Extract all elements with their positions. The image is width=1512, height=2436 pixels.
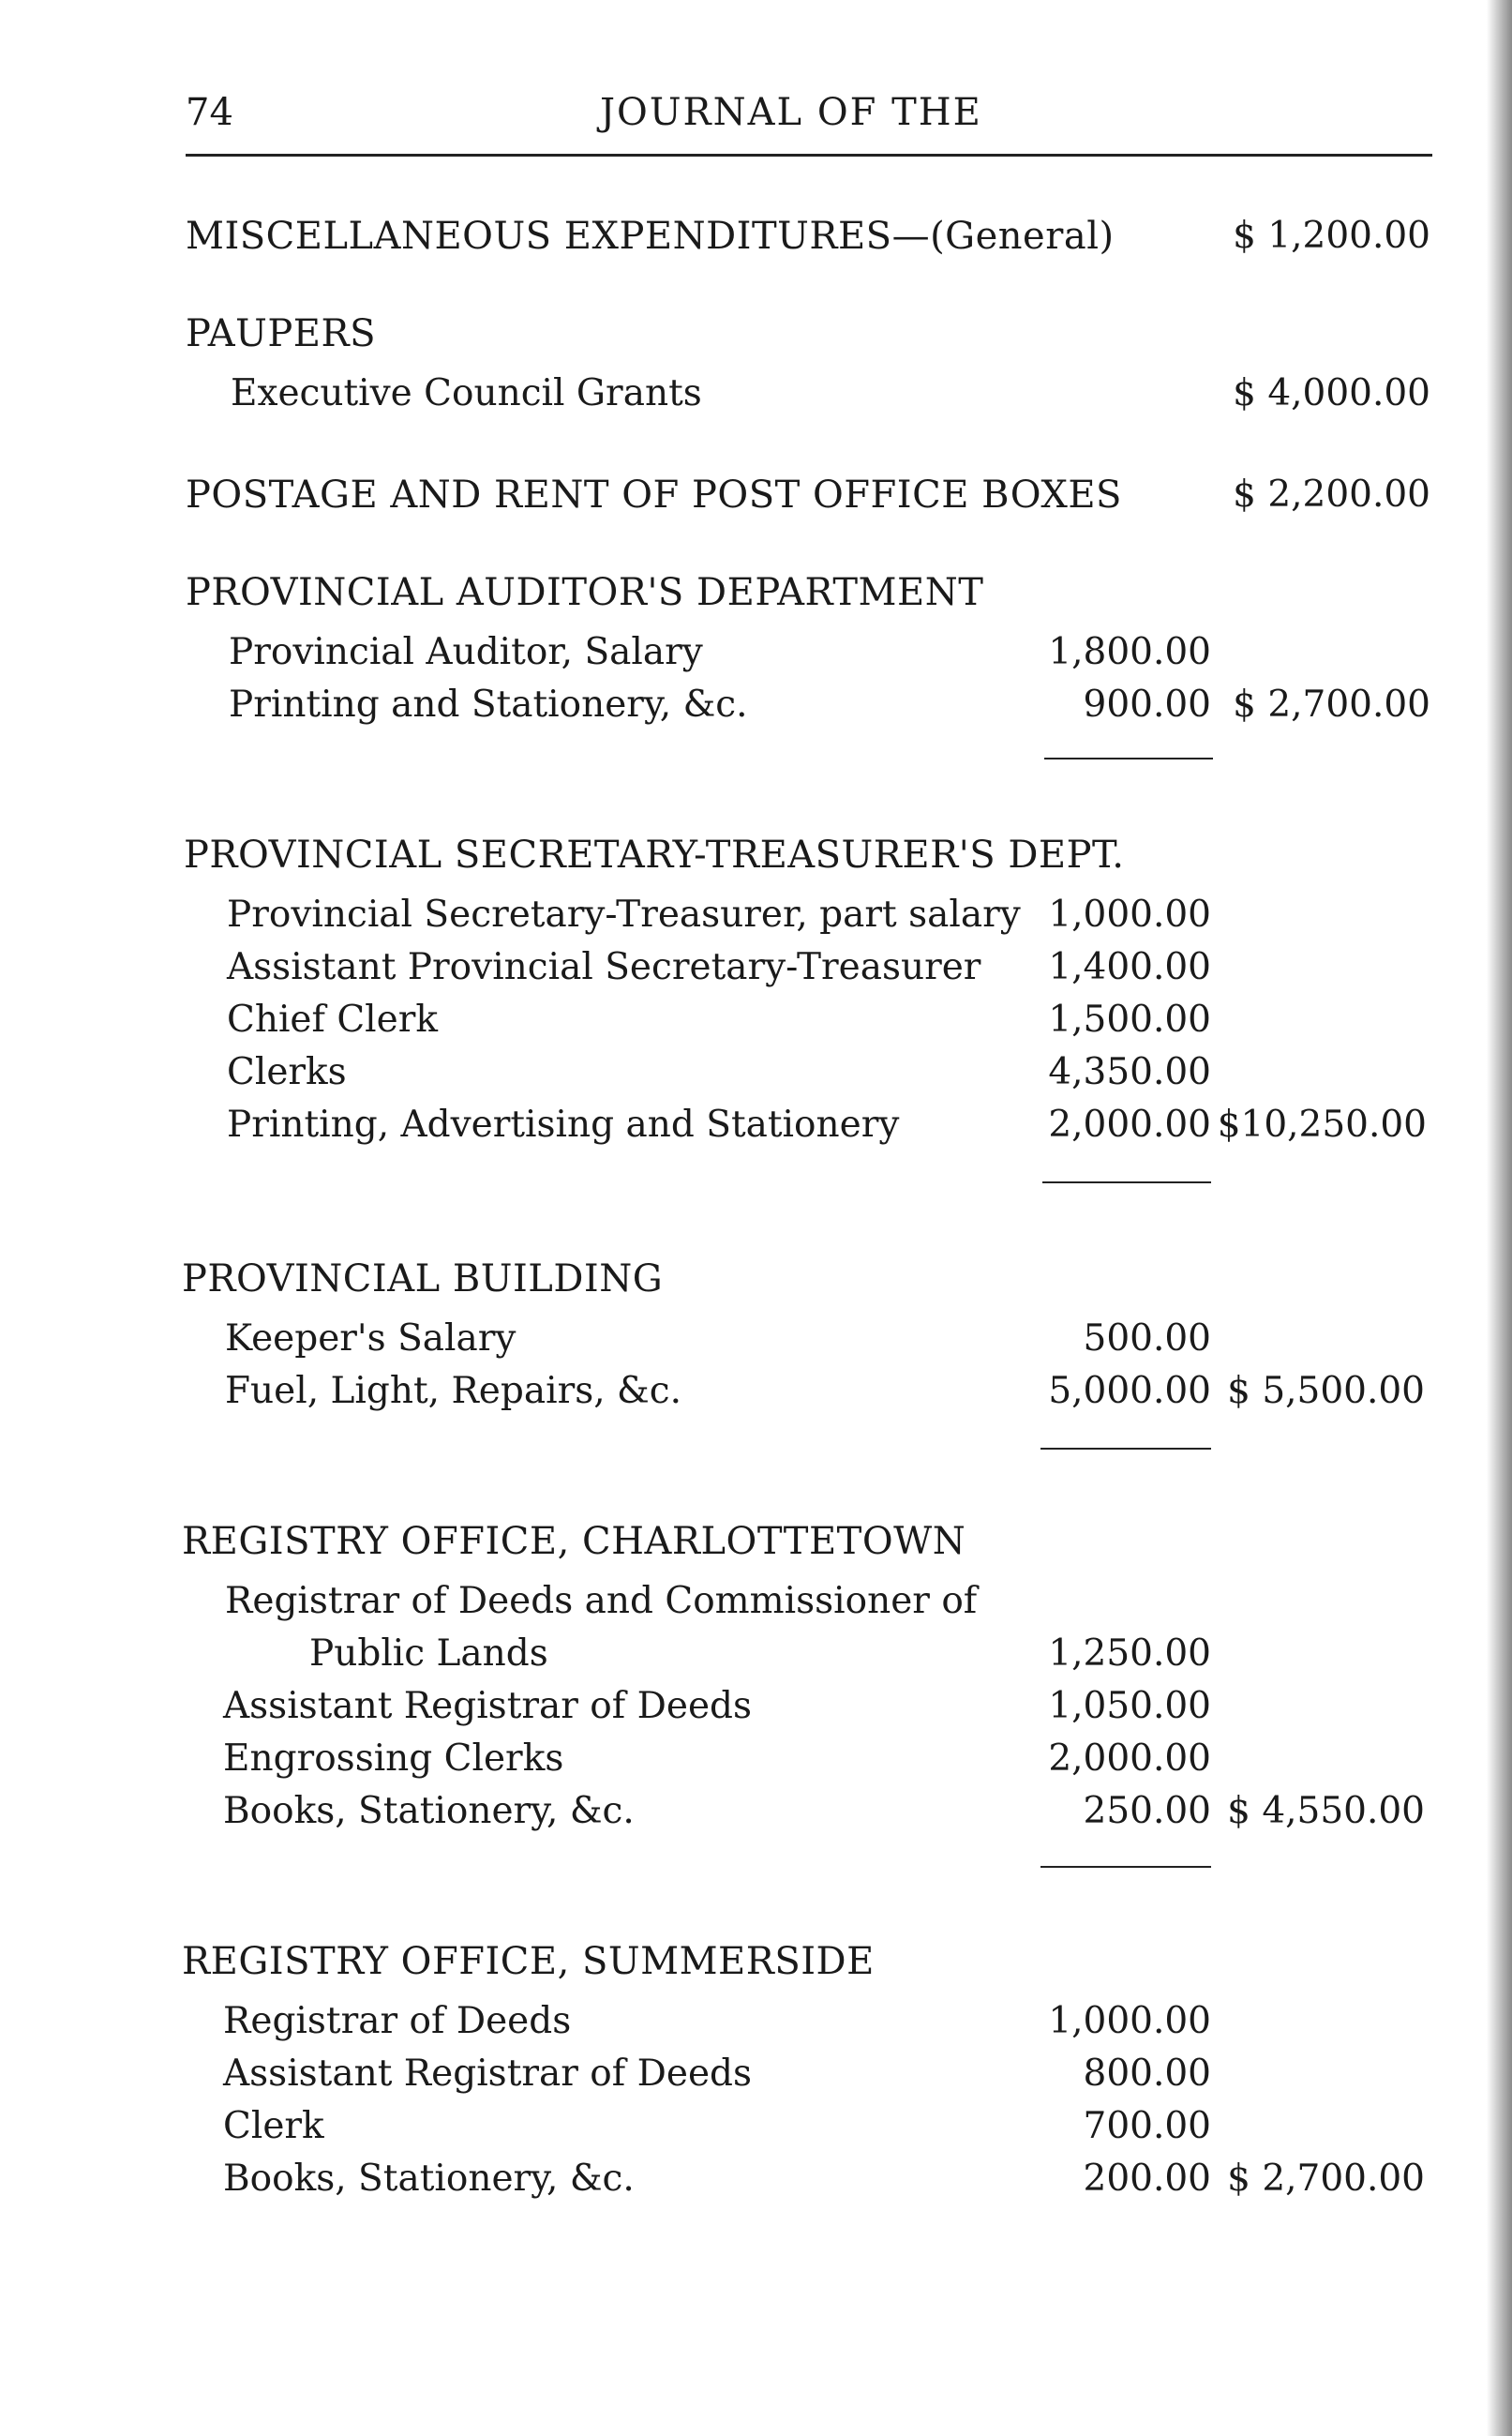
line-item-label: Provincial Auditor, Salary: [229, 631, 703, 673]
total-paupers: $ 4,000.00: [1233, 372, 1430, 414]
section-title-sec-treas: PROVINCIAL SECRETARY-TREASURER'S DEPT.: [184, 834, 1125, 877]
section-title-registry-summerside: REGISTRY OFFICE, SUMMERSIDE: [182, 1940, 875, 1983]
line-item-label: Executive Council Grants: [231, 372, 702, 414]
line-item-amount: 900.00: [1083, 684, 1211, 726]
line-item-label: Assistant Registrar of Deeds: [223, 2053, 753, 2095]
section-title-postage: POSTAGE AND RENT OF POST OFFICE BOXES: [186, 474, 1122, 517]
total-sec-treas: $10,250.00: [1217, 1104, 1427, 1146]
line-item-amount: 2,000.00: [1048, 1104, 1211, 1146]
total-registry-charlottetown: $ 4,550.00: [1227, 1790, 1425, 1832]
line-item-amount: 500.00: [1083, 1317, 1211, 1360]
line-item-amount: 250.00: [1083, 1790, 1211, 1832]
line-item-amount: 2,000.00: [1048, 1737, 1211, 1780]
line-item-amount: 700.00: [1083, 2105, 1211, 2147]
line-item-amount: 1,500.00: [1048, 999, 1211, 1041]
line-item-label: Books, Stationery, &c.: [223, 1790, 635, 1832]
line-item-label: Registrar of Deeds: [223, 2000, 572, 2042]
line-item-label: Books, Stationery, &c.: [223, 2158, 635, 2200]
line-item-label: Registrar of Deeds and Commissioner of: [225, 1580, 978, 1622]
line-item-label: Provincial Secretary-Treasurer, part salary: [227, 894, 1021, 936]
total-registry-summerside: $ 2,700.00: [1227, 2158, 1425, 2200]
line-item-amount: 1,800.00: [1048, 631, 1211, 673]
line-item-amount: 1,000.00: [1048, 2000, 1211, 2042]
line-item-label-continued: Public Lands: [309, 1632, 548, 1675]
line-item-label: Fuel, Light, Repairs, &c.: [225, 1370, 681, 1412]
section-title-misc: MISCELLANEOUS EXPENDITURES—(General): [186, 215, 1115, 258]
subtotal-rule: [1042, 1181, 1211, 1183]
running-title: JOURNAL OF THE: [600, 91, 982, 134]
section-title-auditor: PROVINCIAL AUDITOR'S DEPARTMENT: [186, 571, 984, 614]
total-misc: $ 1,200.00: [1233, 215, 1430, 257]
subtotal-rule: [1044, 758, 1213, 759]
page-edge-shadow: [1487, 0, 1512, 2436]
line-item-label: Assistant Provincial Secretary-Treasurer: [227, 946, 981, 988]
line-item-label: Printing and Stationery, &c.: [229, 684, 748, 726]
line-item-amount: 1,050.00: [1048, 1685, 1211, 1727]
total-auditor: $ 2,700.00: [1233, 684, 1430, 726]
line-item-amount: 4,350.00: [1048, 1051, 1211, 1093]
line-item-amount: 800.00: [1083, 2053, 1211, 2095]
header-rule: [186, 154, 1432, 157]
total-postage: $ 2,200.00: [1233, 474, 1430, 516]
line-item-label: Keeper's Salary: [225, 1317, 516, 1360]
line-item-amount: 5,000.00: [1048, 1370, 1211, 1412]
line-item-label: Clerk: [223, 2105, 324, 2147]
total-building: $ 5,500.00: [1227, 1370, 1425, 1412]
line-item-amount: 1,000.00: [1048, 894, 1211, 936]
subtotal-rule: [1040, 1866, 1211, 1868]
line-item-label: Engrossing Clerks: [223, 1737, 564, 1780]
line-item-label: Clerks: [227, 1051, 347, 1093]
line-item-amount: 200.00: [1083, 2158, 1211, 2200]
subtotal-rule: [1040, 1448, 1211, 1450]
line-item-label: Chief Clerk: [227, 999, 439, 1041]
section-title-building: PROVINCIAL BUILDING: [182, 1257, 664, 1301]
section-title-paupers: PAUPERS: [186, 312, 376, 355]
section-title-registry-charlottetown: REGISTRY OFFICE, CHARLOTTETOWN: [182, 1520, 966, 1563]
line-item-label: Printing, Advertising and Stationery: [227, 1104, 900, 1146]
line-item-amount: 1,400.00: [1048, 946, 1211, 988]
line-item-amount: 1,250.00: [1048, 1632, 1211, 1675]
page-number: 74: [186, 91, 233, 134]
line-item-label: Assistant Registrar of Deeds: [223, 1685, 753, 1727]
